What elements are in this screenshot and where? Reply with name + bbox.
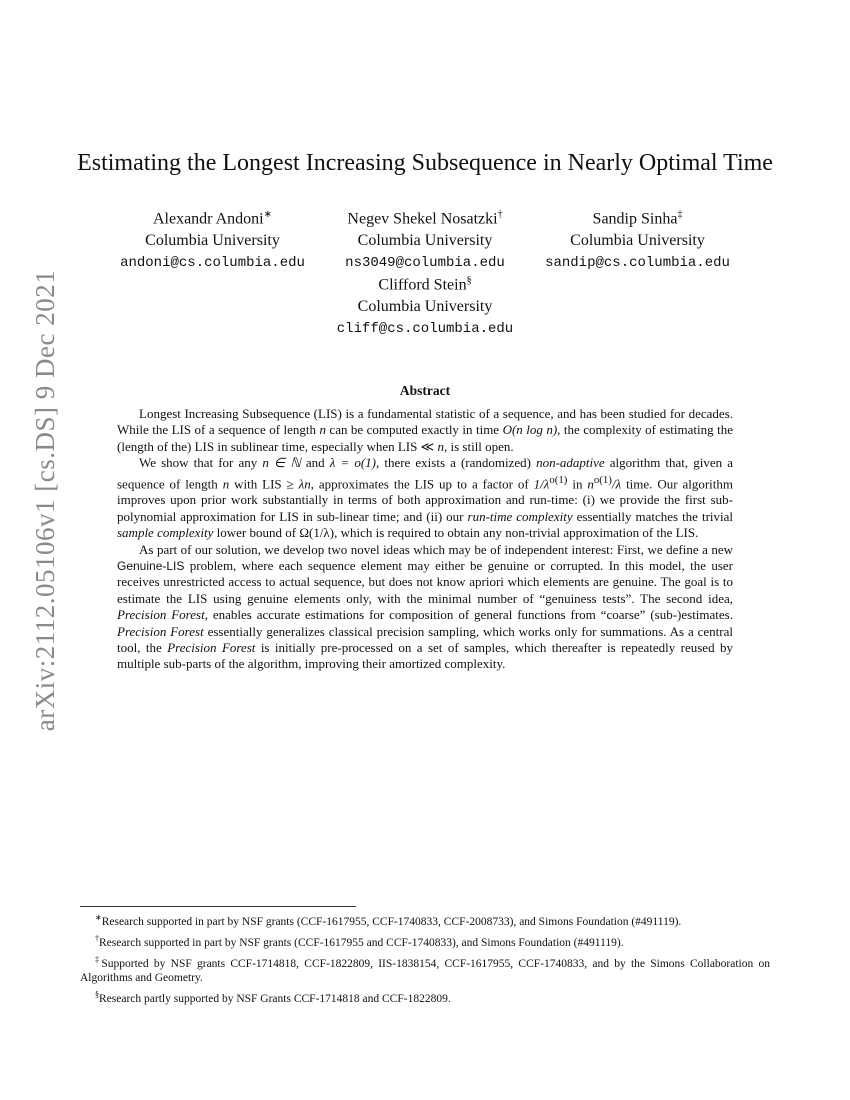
author-footnote-mark: ∗ <box>263 209 273 220</box>
author-affiliation: Columbia University <box>357 298 493 316</box>
author-affiliation: Columbia University <box>145 232 280 250</box>
author-name: Negev Shekel Nosatzki <box>347 210 498 228</box>
author-block-nosatzki <box>330 204 520 274</box>
arxiv-identifier-stamp <box>18 269 74 731</box>
abstract-paragraph-2: We show that for any n ∈ ℕ and λ = o(1), there exists a (randomized) non-adaptive algorithm that, given a sequence of length n with LIS ≥ λn, approximates the LIS up to a factor of $1/\lambda^{o(1)}$ in $n^{o(1)}/\lambda$ time. Our algorithm improves upon prior work substantially in terms of both approximation and run-time: (i) we provide the first sub-polynomial approximation for LIS in sub-linear time; and (ii) our run-time complexity essentially matches the trivial sample complexity lower bound of Ω(1/λ), which is required to obtain any non-trivial approximation of the LIS. <box>117 455 734 541</box>
abstract-paragraph-3: As part of our solution, we develop two novel ideas which may be of independent interest: First, we define a new Genuine-LIS problem, where each sequence element may either be genuine or corrupted. In this model, the user receives unrestricted access to actual sequence, but does not know apriori which elements are genuine. The goal is to estimate the LIS using genuine elements only, with the minimal number of “genuiness tests”. The second idea, Precision Forest, enables accurate estimations for composition of general functions from “coarse” (sub-)estimates. Precision Forest essentially generalizes classical precision sampling, which works only for summations. As a central tool, the Precision Forest is initially pre-processed on a set of samples, which thereafter is repeatedly reused by multiple sub-parts of the algorithm, improving their amortized complexity. <box>117 541 733 672</box>
author-block-andoni <box>105 204 320 274</box>
abstract-paragraph-1: Longest Increasing Subsequence (LIS) is a fundamental statistic of a sequence, and has been studied for decades. While the LIS of a sequence of length n can be computed exactly in time O(n log n), the complexity of estimating the (length of the) LIS in sublinear time, especially when LIS ≪ n, is still open. <box>117 406 733 454</box>
author-email: cliff@cs.columbia.edu <box>336 321 514 338</box>
author-affiliation: Columbia University <box>570 232 705 250</box>
author-footnote-mark: ‡ <box>677 209 683 220</box>
abstract-heading: Abstract <box>399 383 451 398</box>
author-affiliation: Columbia University <box>357 232 493 250</box>
author-footnote-mark: † <box>497 209 503 220</box>
abstract-body <box>117 406 733 673</box>
paper-title: Estimating the Longest Increasing Subsequence in Nearly Optimal Time <box>77 150 773 176</box>
author-email: sandip@cs.columbia.edu <box>545 255 730 272</box>
author-name: Sandip Sinha <box>592 210 678 228</box>
footnote-divider <box>80 906 356 907</box>
footnotes <box>80 910 770 1008</box>
author-footnote-mark: § <box>466 275 472 286</box>
author-email: andoni@cs.columbia.edu <box>120 255 305 272</box>
footnote: †Research supported in part by NSF grants (CCF-1617955 and CCF-1740833), and Simons Foundation (#491119). <box>95 933 624 949</box>
footnote: §Research partly supported by NSF Grants CCF-1714818 and CCF-1822809. <box>95 990 451 1006</box>
author-name: Alexandr Andoni <box>152 210 264 228</box>
author-name: Clifford Stein <box>378 276 467 294</box>
footnote: ∗Research supported in part by NSF grants (CCF-1617955, CCF-1740833, CCF-2008733), and Simons Foundation (#491119). <box>95 913 682 928</box>
arxiv-identifier-text: arXiv:2112.05106v1 [cs.DS] 9 Dec 2021 <box>30 269 61 731</box>
footnote: ‡Supported by NSF grants CCF-1714818, CCF-1822809, IIS-1838154, CCF-1617955, CCF-1740833, and by the Simons Collaboration on Algorithms and Geometry. <box>80 954 770 985</box>
author-block-stein <box>320 270 530 340</box>
author-email: ns3049@columbia.edu <box>345 255 505 272</box>
author-block-sinha <box>530 204 745 274</box>
genuine-lis-term: Genuine-LIS <box>117 558 185 573</box>
